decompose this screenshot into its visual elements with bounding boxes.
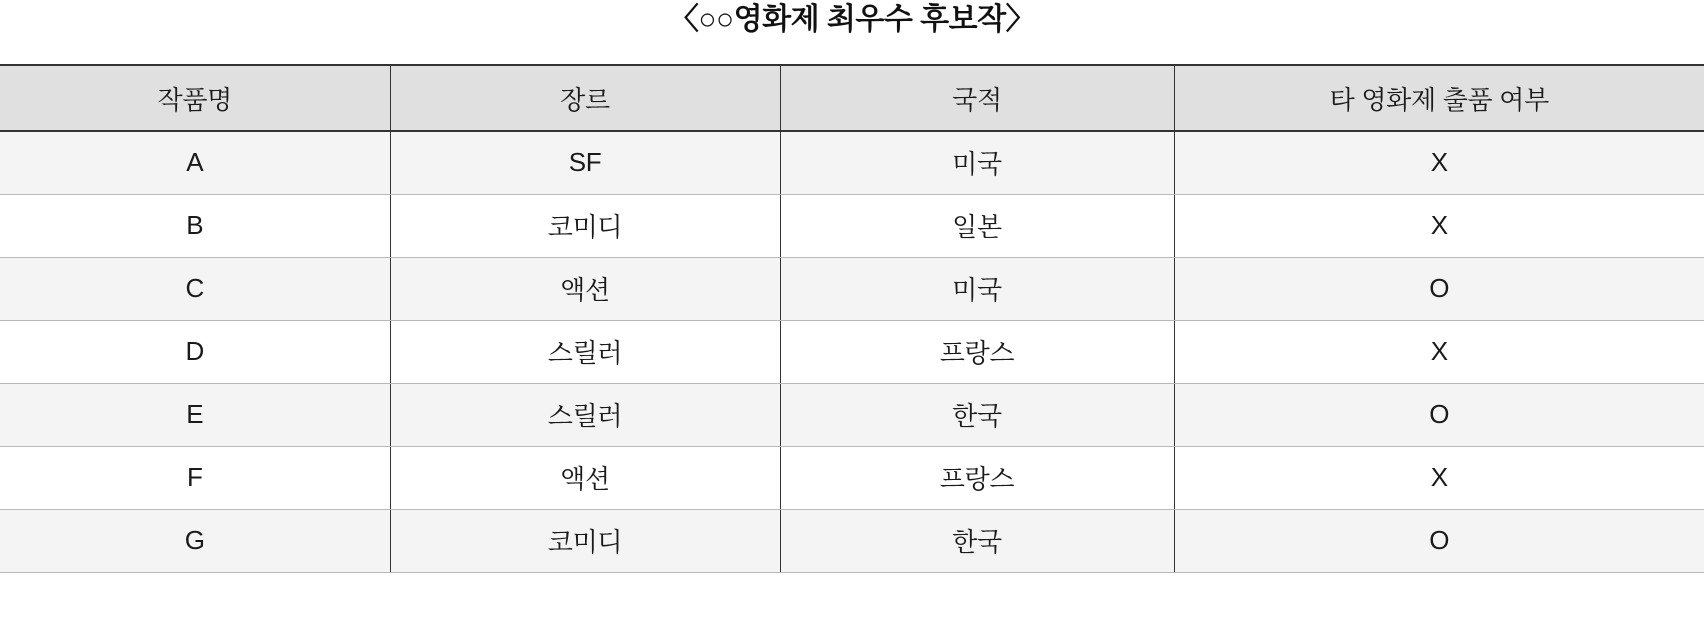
table-row — [0, 257, 1704, 320]
cell-other-festival: O — [1174, 257, 1704, 320]
column-header-nationality: 국적 — [780, 65, 1174, 131]
cell-title: F — [0, 446, 390, 509]
cell-title: E — [0, 383, 390, 446]
cell-genre: 스릴러 — [390, 383, 780, 446]
table-container — [0, 64, 1704, 573]
table-row — [0, 320, 1704, 383]
cell-genre: 액션 — [390, 446, 780, 509]
cell-nationality: 일본 — [780, 194, 1174, 257]
cell-genre: 코미디 — [390, 194, 780, 257]
cell-nationality: 한국 — [780, 509, 1174, 572]
cell-other-festival: O — [1174, 383, 1704, 446]
column-header-other-festival: 타 영화제 출품 여부 — [1174, 65, 1704, 131]
cell-other-festival: X — [1174, 320, 1704, 383]
cell-nationality: 프랑스 — [780, 446, 1174, 509]
column-header-title: 작품명 — [0, 65, 390, 131]
cell-title: D — [0, 320, 390, 383]
cell-nationality: 미국 — [780, 131, 1174, 194]
cell-nationality: 한국 — [780, 383, 1174, 446]
table-header — [0, 65, 1704, 131]
table-body — [0, 131, 1704, 572]
table-row — [0, 194, 1704, 257]
cell-nationality: 미국 — [780, 257, 1174, 320]
page-title: 〈○○영화제 최우수 후보작〉 — [668, 3, 1036, 36]
cell-genre: 코미디 — [390, 509, 780, 572]
cell-genre: 스릴러 — [390, 320, 780, 383]
cell-other-festival: X — [1174, 194, 1704, 257]
cell-nationality: 프랑스 — [780, 320, 1174, 383]
cell-title: G — [0, 509, 390, 572]
column-header-genre: 장르 — [390, 65, 780, 131]
cell-other-festival: X — [1174, 131, 1704, 194]
cell-title: C — [0, 257, 390, 320]
cell-other-festival: X — [1174, 446, 1704, 509]
table-row — [0, 383, 1704, 446]
cell-title: A — [0, 131, 390, 194]
table-row — [0, 509, 1704, 572]
table-row — [0, 446, 1704, 509]
table-header-row — [0, 65, 1704, 131]
table-row — [0, 131, 1704, 194]
cell-other-festival: O — [1174, 509, 1704, 572]
cell-genre: SF — [390, 131, 780, 194]
cell-title: B — [0, 194, 390, 257]
nominees-table — [0, 64, 1704, 573]
cell-genre: 액션 — [390, 257, 780, 320]
